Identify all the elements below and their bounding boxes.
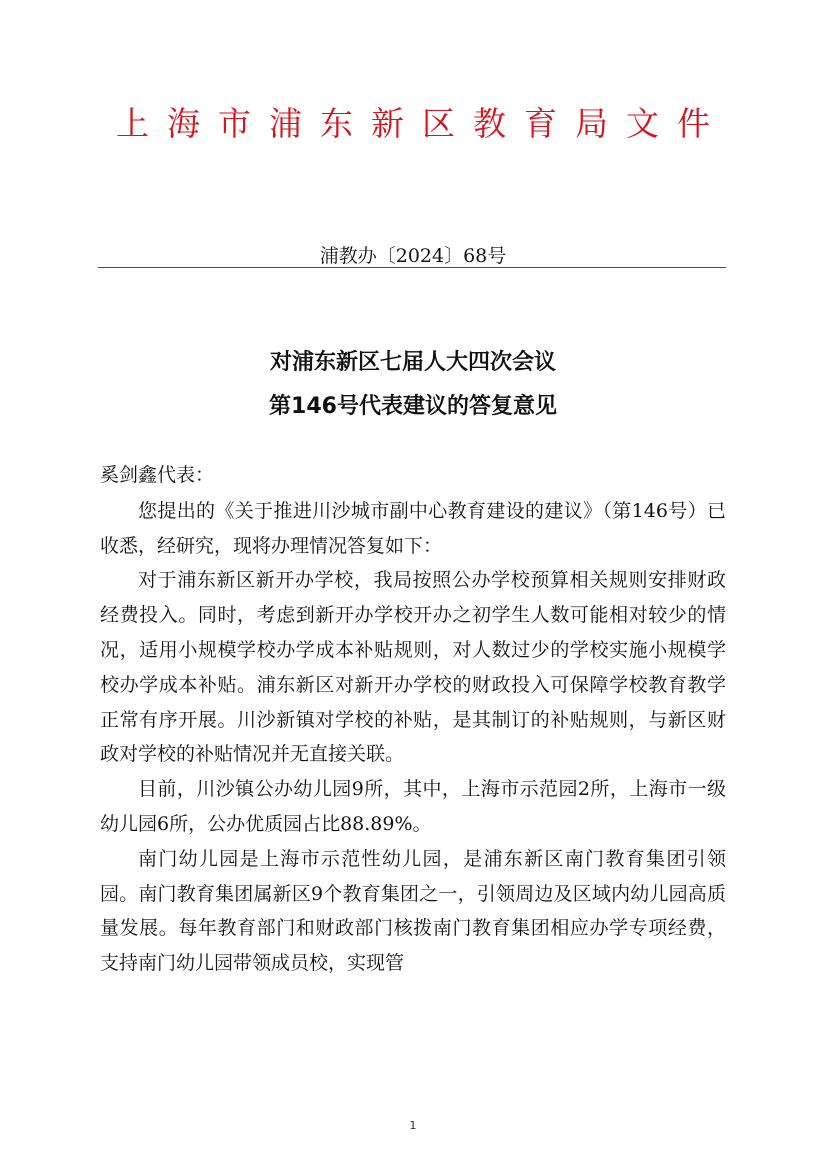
org-header-title: 上海市浦东新区教育局文件 <box>116 104 728 143</box>
body-paragraph-3: 目前，川沙镇公办幼儿园9所，其中，上海市示范园2所，上海市一级幼儿园6所，公办优质园占比88.89%。 <box>100 778 726 835</box>
document-body <box>100 458 726 981</box>
header-divider <box>98 267 726 268</box>
salutation: 奚剑鑫代表： <box>100 464 215 486</box>
document-number: 浦教办〔2024〕68号 <box>319 245 507 267</box>
body-paragraph-4: 南门幼儿园是上海市示范性幼儿园，是浦东新区南门教育集团引领园。南门教育集团属新区9个教育集团之一，引领周边及区域内幼儿园高质量发展。每年教育部门和财政部门核拨南门教育集团相应办学专项经费，支持南门幼儿园带领成员校，实现管 <box>100 847 726 975</box>
document-title-line2: 第146号代表建议的答复意见 <box>269 394 557 419</box>
document-title-line1: 对浦东新区七届人大四次会议 <box>269 350 556 375</box>
body-paragraph-1: 您提出的《关于推进川沙城市副中心教育建设的建议》（第146号）已收悉，经研究，现将办理情况答复如下： <box>100 499 726 557</box>
body-paragraph-2: 对于浦东新区新开办学校，我局按照公办学校预算相关规则安排财政经费投入。同时，考虑到新开办学校开办之初学生人数可能相对较少的情况，适用小规模学校办学成本补贴规则，对人数过少的学校实施小规模学校办学成本补贴。浦东新区对新开办学校的财政投入可保障学校教育教学正常有序开展。川沙新镇对学校的补贴，是其制订的补贴规则，与新区财政对学校的补贴情况并无直接关联。 <box>100 569 726 766</box>
page-number: 1 <box>409 1119 417 1132</box>
